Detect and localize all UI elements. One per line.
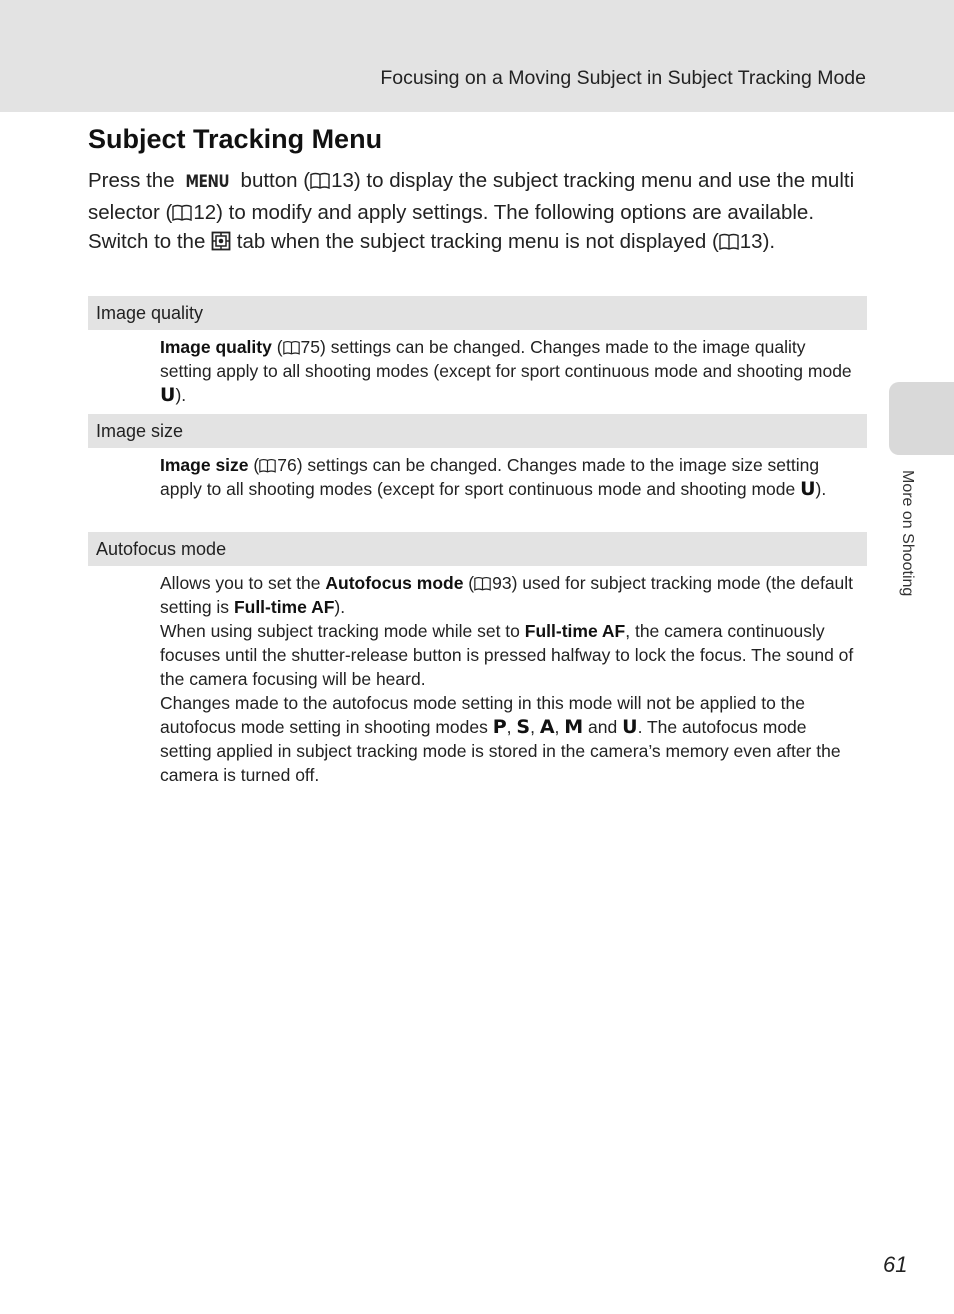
text: ). bbox=[815, 479, 827, 499]
text: ). bbox=[175, 385, 187, 405]
text: ). bbox=[762, 230, 776, 253]
shooting-mode-icon: A bbox=[539, 716, 555, 738]
section-heading-image-size: Image size bbox=[88, 414, 867, 448]
shooting-mode-icon: U bbox=[622, 716, 638, 738]
page-title: Subject Tracking Menu bbox=[88, 124, 383, 154]
text: When using subject tracking mode while set to bbox=[160, 621, 525, 641]
text: tab when the subject tracking menu is not displayed ( bbox=[231, 230, 719, 253]
setting-name: Full-time AF bbox=[524, 621, 626, 641]
text: ( bbox=[271, 337, 283, 357]
setting-name: Full-time AF bbox=[233, 597, 335, 617]
page-reference: 13 bbox=[331, 169, 354, 192]
text: ( bbox=[463, 573, 475, 593]
page-number: 61 bbox=[883, 1252, 908, 1277]
page-reference: 76 bbox=[277, 455, 297, 475]
book-reference-icon bbox=[259, 458, 276, 473]
intro-text bbox=[88, 166, 858, 257]
side-tab bbox=[889, 382, 954, 455]
text: ) settings can be changed. Changes made to the image quality setting apply to all shooting modes (except for sport continuous mode and shooting mode bbox=[160, 337, 852, 381]
section-heading-image-quality: Image quality bbox=[88, 296, 867, 330]
page-reference: 13 bbox=[739, 230, 763, 253]
section-body-image-quality bbox=[160, 335, 860, 407]
book-reference-icon bbox=[719, 233, 739, 250]
text: button ( bbox=[234, 169, 311, 192]
header-title: Focusing on a Moving Subject in Subject Tracking Mode bbox=[380, 67, 866, 89]
shooting-mode-icon: M bbox=[564, 716, 584, 738]
shooting-mode-icon: U bbox=[800, 478, 816, 500]
section-paragraph bbox=[160, 571, 860, 619]
side-tab-label: More on Shooting bbox=[899, 470, 916, 597]
subject-tracking-tab-icon bbox=[211, 231, 231, 251]
intro-paragraph bbox=[88, 166, 858, 227]
page-header bbox=[0, 0, 954, 112]
text: ) to display the subject tracking menu and use the multi selector ( bbox=[88, 169, 855, 224]
intro-paragraph bbox=[88, 227, 858, 257]
book-reference-icon bbox=[283, 340, 300, 355]
shooting-mode-icon: P bbox=[492, 716, 507, 738]
section-paragraph bbox=[160, 691, 860, 787]
text: ) to modify and apply settings. The following options are available. bbox=[216, 200, 815, 224]
section-paragraph bbox=[160, 619, 860, 691]
text: ) settings can be changed. Changes made to the image size setting apply to all shooting modes (except for sport continuous mode and shooting mode bbox=[160, 455, 820, 499]
book-reference-icon bbox=[310, 172, 330, 189]
page-reference: 93 bbox=[492, 573, 512, 593]
section-body-image-size bbox=[160, 453, 860, 501]
section-paragraph bbox=[160, 453, 860, 501]
text: , bbox=[530, 717, 540, 737]
shooting-mode-icon: S bbox=[516, 716, 531, 738]
book-reference-icon bbox=[172, 204, 192, 221]
section-heading-autofocus-mode: Autofocus mode bbox=[88, 532, 867, 566]
text: ). bbox=[334, 597, 346, 617]
option-name: Autofocus mode bbox=[325, 573, 464, 593]
text: and bbox=[583, 717, 623, 737]
text: ( bbox=[248, 455, 260, 475]
text: . The autofocus mode setting applied in subject tracking mode is stored in the camera’s memory even after the camera is turned off. bbox=[160, 717, 841, 785]
page-reference: 12 bbox=[193, 200, 217, 224]
section-body-autofocus-mode bbox=[160, 571, 860, 787]
text: Press the bbox=[88, 169, 181, 192]
text: Switch to the bbox=[88, 230, 212, 253]
book-reference-icon bbox=[474, 576, 491, 591]
text: Allows you to set the bbox=[160, 573, 326, 593]
section-paragraph bbox=[160, 335, 860, 407]
shooting-mode-icon: U bbox=[160, 384, 176, 406]
menu-button-icon: MENU bbox=[185, 172, 230, 192]
text: , bbox=[554, 717, 565, 737]
option-name: Image quality bbox=[160, 337, 272, 357]
option-name: Image size bbox=[160, 455, 249, 475]
text: , the camera continuously focuses until the shutter-release button is pressed halfway to lock the focus. The sound of the camera focusing will be heard. bbox=[160, 621, 854, 689]
text: Changes made to the autofocus mode setting in this mode will not be applied to the autofocus mode setting in shooting modes bbox=[160, 693, 805, 737]
text: ) used for subject tracking mode (the default setting is bbox=[160, 573, 854, 617]
page-reference: 75 bbox=[300, 337, 321, 357]
text: , bbox=[506, 717, 517, 737]
